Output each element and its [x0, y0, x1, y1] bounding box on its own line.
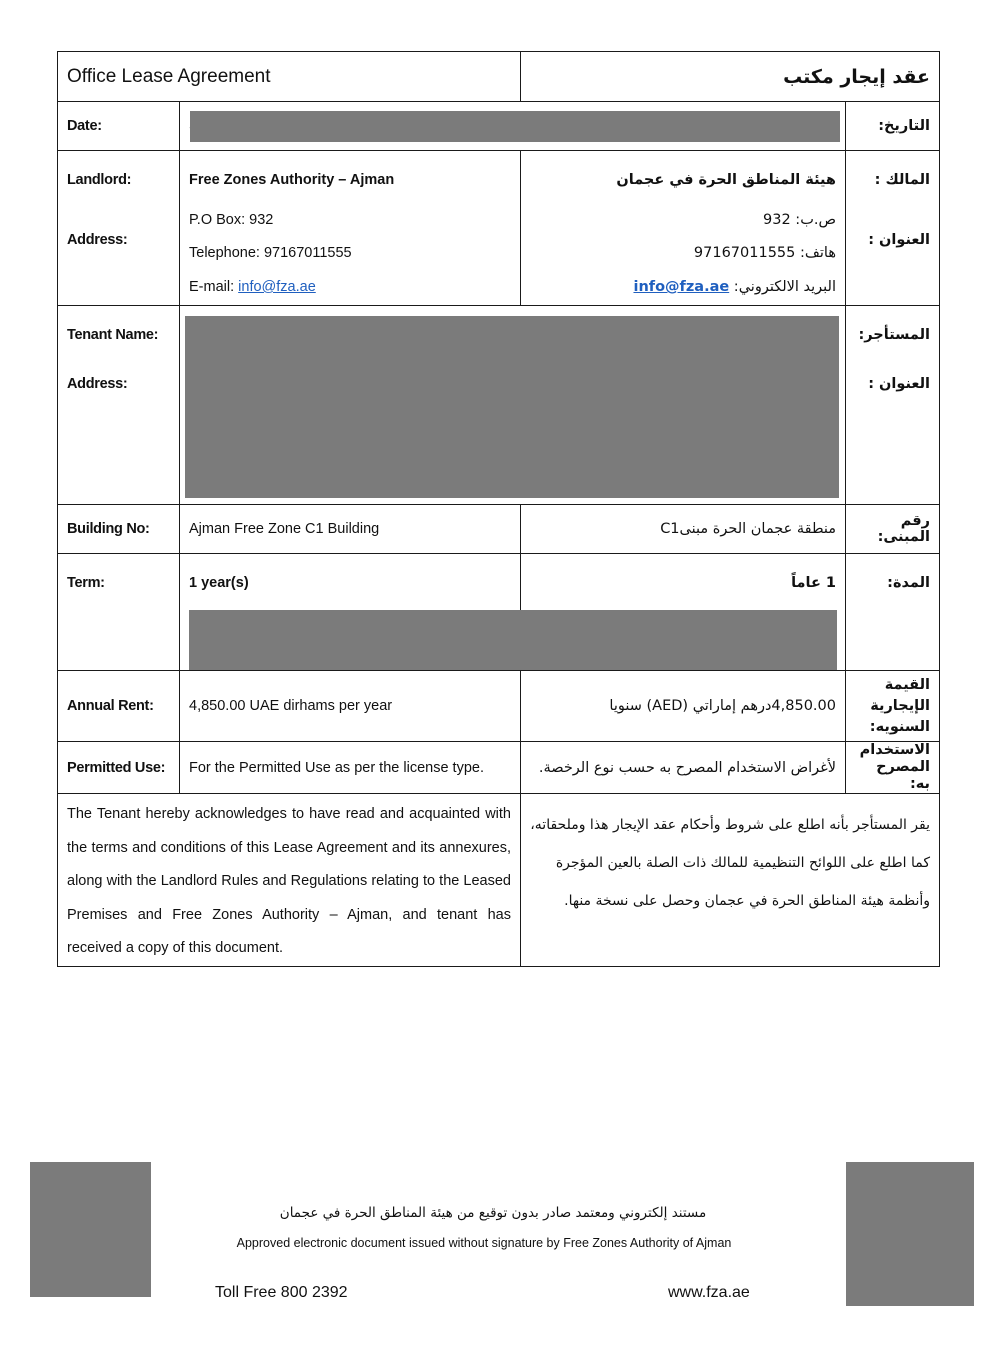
tenant-redaction	[185, 316, 839, 498]
email-link-ar[interactable]: info@fza.ae	[633, 279, 730, 295]
telephone-en: Telephone: 97167011555	[189, 245, 352, 261]
term-value-ar: 1 عاماً	[791, 575, 836, 591]
address-label-ar: العنوان :	[868, 232, 931, 248]
title-row	[58, 52, 940, 102]
tenant-address-label-en: Address:	[67, 376, 128, 392]
building-label-en: Building No:	[67, 521, 150, 537]
address-label-en: Address:	[67, 232, 128, 248]
rent-label-ar-line3: السنويه:	[869, 718, 931, 735]
rent-label-ar-line2: الإيجارية	[870, 697, 931, 714]
term-row	[58, 554, 940, 671]
acknowledgement-text-en: The Tenant hereby acknowledges to have read and acquainted with the terms and conditions of this Lease Agreement and its annexures, along with the Landlord Rules and Regulations relating to the Leased Premises and Free Zones Authority – Ajman, and tenant has received a copy of this document.	[67, 806, 511, 956]
permitted-use-label-ar-line2: المصرح به:	[876, 759, 931, 792]
toll-free-number: Toll Free 800 2392	[215, 1284, 348, 1301]
website-link[interactable]: www.fza.ae	[668, 1284, 750, 1301]
date-label-en: Date:	[67, 118, 102, 134]
logo-redaction	[846, 1162, 974, 1306]
tenant-address-label-ar: العنوان :	[868, 376, 931, 392]
term-label-ar: المدة:	[887, 575, 931, 591]
document-title-en: Office Lease Agreement	[67, 65, 271, 87]
permitted-use-value-ar: لأغراض الاستخدام المصرح به حسب نوع الرخصة.	[538, 759, 836, 776]
email-link-en[interactable]: info@fza.ae	[238, 279, 316, 295]
document-title-ar: عقد إيجار مكتب	[783, 65, 931, 88]
acknowledgement-text-ar: يقر المستأجر بأنه اطلع على شروط وأحكام عقد الإيجار هذا وملحقاته، كما اطلع على اللوائح التنظيمية للمالك ذات الصلة بالعين المؤجرة وأنظمة هيئة المناطق الحرة في عجمان وحصل على نسخة منها.	[530, 817, 931, 909]
building-value-ar: منطقة عجمان الحرة مبنىC1	[660, 521, 836, 537]
building-row	[58, 505, 940, 554]
landlord-name-en: Free Zones Authority – Ajman	[189, 172, 395, 188]
po-box-en: P.O Box: 932	[189, 212, 274, 228]
permitted-use-row	[58, 742, 940, 794]
building-value-en: Ajman Free Zone C1 Building	[189, 521, 380, 537]
landlord-label-ar: المالك :	[874, 172, 931, 188]
rent-label-en: Annual Rent:	[67, 698, 154, 714]
date-redaction	[190, 111, 840, 142]
building-label-ar: رقم المبنى:	[877, 513, 931, 545]
rent-value-ar: 4,850.00درهم إماراتي (AED) سنويا	[609, 698, 836, 714]
po-box-ar: ص.ب: 932	[763, 212, 836, 228]
term-value-en: 1 year(s)	[189, 575, 249, 591]
rent-label-ar-line1: القيمة	[884, 676, 931, 693]
permitted-use-label-ar-line1: الاستخدام	[859, 742, 931, 758]
date-row	[58, 102, 940, 151]
lease-table	[57, 51, 940, 967]
tenant-row	[58, 306, 940, 505]
acknowledgement-row	[58, 794, 940, 967]
term-label-en: Term:	[67, 575, 105, 591]
landlord-label-en: Landlord:	[67, 172, 132, 188]
rent-value-en: 4,850.00 UAE dirhams per year	[189, 698, 393, 714]
permitted-use-label-en: Permitted Use:	[67, 759, 166, 776]
permitted-use-value-en: For the Permitted Use as per the license type.	[189, 759, 484, 776]
landlord-name-ar: هيئة المناطق الحرة في عجمان	[616, 172, 836, 188]
footer-note-ar: مستند إلكتروني ومعتمد صادر بدون توقيع من هيئة المناطق الحرة في عجمان	[279, 1205, 707, 1221]
landlord-row	[58, 151, 940, 306]
tenant-name-label-ar: المستأجر:	[858, 327, 931, 343]
term-redaction-right	[521, 610, 837, 670]
term-redaction-left	[189, 610, 522, 670]
email-line-ar	[633, 279, 836, 295]
rent-row	[58, 671, 940, 742]
tenant-name-label-en: Tenant Name:	[67, 327, 159, 343]
date-label-ar: التاريخ:	[878, 118, 931, 134]
qr-code-redaction	[30, 1162, 151, 1297]
footer-note-en: Approved electronic document issued without signature by Free Zones Authority of Ajman	[236, 1236, 732, 1250]
email-line-en	[189, 279, 316, 295]
email-prefix-en: E-mail:	[189, 279, 239, 295]
email-prefix-ar: البريد الالكتروني:	[729, 279, 836, 295]
telephone-ar: هاتف: 97167011555	[693, 245, 836, 261]
